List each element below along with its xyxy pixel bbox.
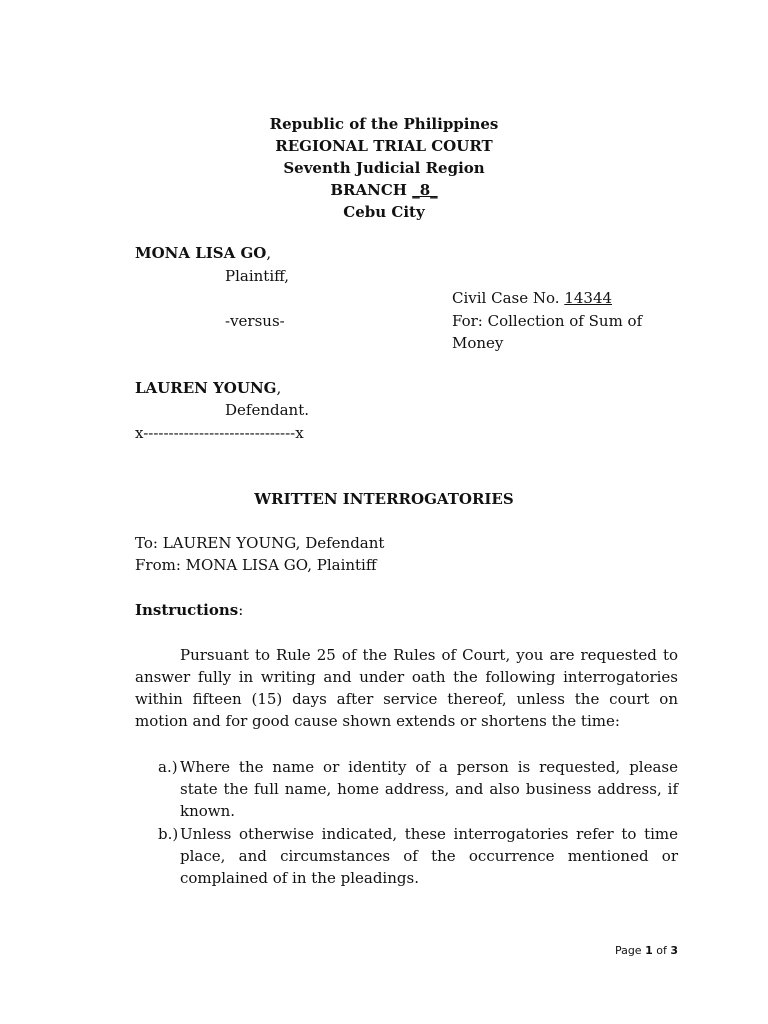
from-line: From: MONA LISA GO, Plaintiff — [135, 556, 377, 574]
defendant-role: Defendant. — [225, 401, 309, 419]
instructions-paragraph: Pursuant to Rule 25 of the Rules of Court, you are requested to answer fully in writing and under oath the following interrogatories within fifteen (15) days after service thereof, unless the court on motion and for good cause shown extends or shortens the time: — [135, 646, 678, 730]
list-item-marker: b.) — [158, 825, 179, 843]
defendant-line: LAUREN YOUNG, — [135, 379, 282, 397]
case-nature-line2: Money — [452, 334, 504, 352]
header-republic: Republic of the Philippines — [269, 115, 499, 133]
page-of-word: of — [652, 944, 671, 957]
defendant-name: LAUREN YOUNG — [135, 379, 277, 397]
page-word: Page — [614, 944, 646, 957]
list-item-text: Unless otherwise indicated, these interrogatories refer to time place, and circumstances of the occurrence mentioned or complained of in the pleadings. — [180, 825, 678, 887]
list-item-marker: a.) — [158, 758, 178, 776]
court-header — [0, 113, 768, 223]
document-title: WRITTEN INTERROGATORIES — [254, 490, 514, 508]
case-number-line — [452, 287, 612, 309]
page-footer — [560, 942, 678, 960]
case-label: Civil Case No. — [452, 289, 565, 307]
plaintiff-name: MONA LISA GO — [135, 244, 267, 262]
page-number: 1 — [645, 944, 653, 957]
case-number: 14344 — [564, 289, 613, 307]
branch-label: BRANCH — [330, 181, 413, 199]
plaintiff-line: MONA LISA GO, — [135, 244, 272, 262]
header-region: Seventh Judicial Region — [283, 159, 485, 177]
plaintiff-role: Plaintiff, — [225, 267, 290, 285]
to-line: To: LAUREN YOUNG, Defendant — [135, 534, 385, 552]
header-city: Cebu City — [343, 203, 425, 221]
list-item-text: Where the name or identity of a person is requested, please state the full name, home address, and also business address, if known. — [180, 758, 678, 820]
page-total: 3 — [670, 944, 678, 957]
instructions-label: Instructions — [135, 601, 239, 619]
branch-number: _8_ — [412, 181, 438, 199]
instructions-heading: Instructions: — [135, 601, 244, 619]
case-nature-line1: For: Collection of Sum of — [452, 312, 643, 330]
caption-separator: x------------------------------x — [135, 424, 304, 442]
header-court: REGIONAL TRIAL COURT — [275, 137, 493, 155]
versus-label: -versus- — [225, 312, 285, 330]
header-branch — [0, 179, 768, 201]
